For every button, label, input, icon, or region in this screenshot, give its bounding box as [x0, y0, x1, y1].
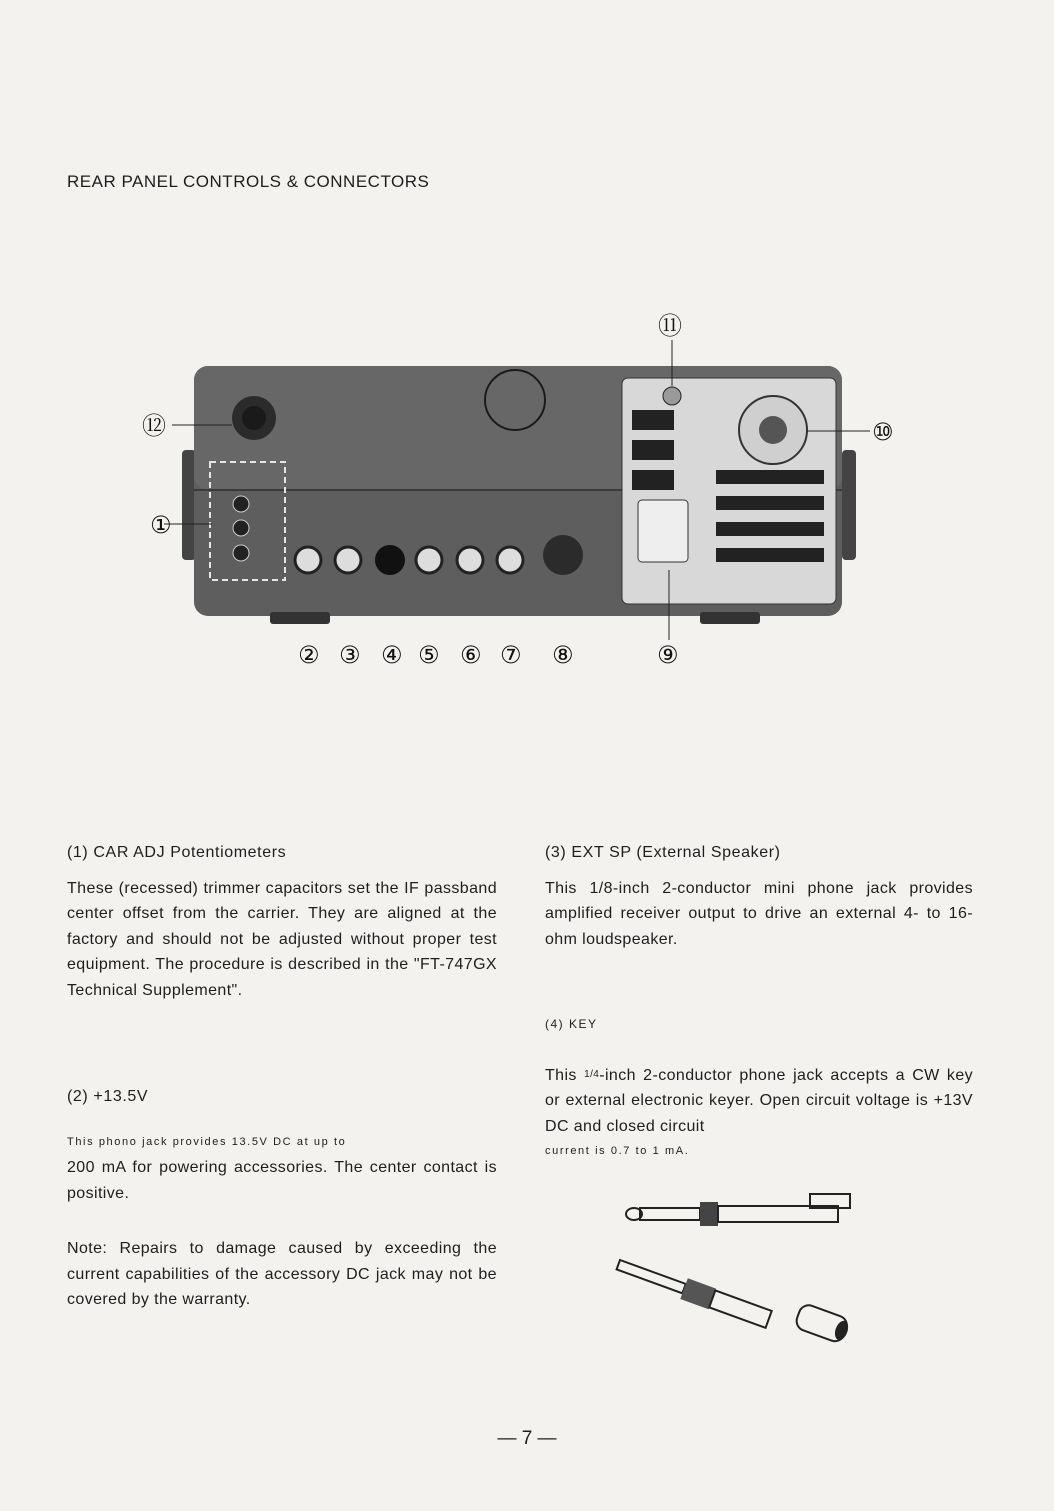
note-text: Note: Repairs to damage caused by exceeding the current capabilities of the accessory DC jack may not be covered by the warranty. [67, 1240, 497, 1308]
key-heading: (4) KEY [545, 1017, 598, 1031]
section-dc-out [67, 1084, 497, 1206]
dc-out-body-small: This phono jack provides 13.5V DC at up to [67, 1135, 347, 1148]
section-note [67, 1236, 497, 1313]
key-body-small: current is 0.7 to 1 mA. [545, 1145, 690, 1157]
ext-sp-body: This 1/8-inch 2-conductor mini phone jack provides amplified receiver output to drive an external 4- to 16-ohm loudspeaker. [545, 879, 973, 948]
callout-6: ⑥ [460, 641, 482, 669]
rear-panel-photo [120, 300, 920, 680]
callout-2: ② [298, 641, 320, 669]
car-adj-body: These (recessed) trimmer capacitors set the IF passband center offset from the carrier. They are aligned at the factory and should not be adjusted without proper test equipment. The procedure is described in the "FT-747GX Technical Supplement". [67, 879, 497, 999]
callout-8: ⑧ [552, 641, 574, 669]
key-fraction: 1/4 [584, 1068, 600, 1080]
callout-3: ③ [339, 641, 361, 669]
callout-9: ⑨ [657, 641, 679, 669]
callout-5: ⑤ [418, 641, 440, 669]
section-car-adj [67, 840, 497, 1003]
key-body [545, 1062, 973, 1140]
callout-12: ⑫ [142, 412, 166, 440]
dc-out-body: 200 mA for powering accessories. The center contact is positive. [67, 1159, 497, 1202]
callout-11: ⑪ [658, 312, 682, 340]
ext-sp-heading: (3) EXT SP (External Speaker) [545, 844, 781, 861]
page-number: — 7 — [497, 1428, 557, 1449]
key-body-pre: This [545, 1066, 585, 1084]
callout-1: ① [150, 511, 172, 539]
car-adj-heading: (1) CAR ADJ Potentiometers [67, 844, 287, 861]
section-ext-sp [545, 840, 973, 952]
dc-out-heading: (2) +13.5V [67, 1088, 149, 1105]
page-title: REAR PANEL CONTROLS & CONNECTORS [67, 172, 430, 191]
callout-10: ⑩ [872, 418, 894, 446]
key-body-post: -inch 2-conductor phone jack accepts a CW key or external electronic keyer. Open circuit voltage is +13V DC and closed circuit [545, 1066, 974, 1135]
callout-4: ④ [381, 641, 403, 669]
section-key [545, 1012, 973, 1165]
callout-7: ⑦ [500, 641, 522, 669]
phone-plug-illustration [610, 1180, 890, 1355]
